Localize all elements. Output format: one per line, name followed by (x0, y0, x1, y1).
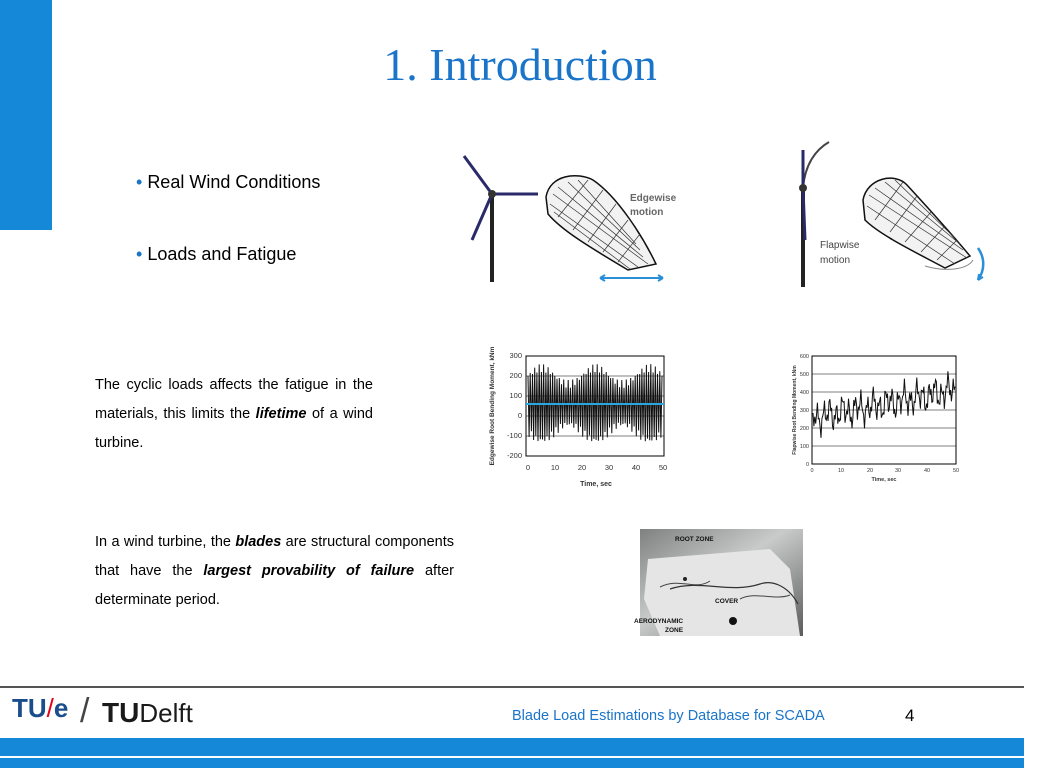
y-tick-label: 0 (517, 411, 522, 420)
x-tick-label: 50 (952, 468, 960, 474)
y-tick-label: 300 (509, 351, 522, 360)
x-axis-label: Time, sec (871, 477, 897, 483)
x-axis-label: Time, sec (580, 481, 612, 488)
paragraph-text: of a wind turbine. (95, 406, 373, 451)
edgewise-moment-chart (484, 348, 674, 493)
y-tick-label: 500 (799, 372, 809, 378)
bullet-dot-icon: • (136, 172, 143, 192)
bullet-text: Loads and Fatigue (147, 244, 297, 264)
photo-label-aero: ZONE (665, 627, 684, 634)
x-tick-label: 50 (658, 463, 668, 472)
y-tick-label: -200 (506, 451, 522, 460)
edgewise-label: Edgewise (630, 193, 677, 204)
paragraph-text: In a wind turbine, the (95, 534, 236, 550)
edgewise-motion-figure (458, 152, 688, 287)
x-tick-label: 40 (923, 468, 931, 474)
paragraph-text: The cyclic loads affects the fatigue in the materials, this limits the (95, 377, 373, 422)
flapwise-motion-figure (795, 140, 995, 292)
bottom-stripe (0, 756, 1024, 758)
y-tick-label: 400 (799, 390, 809, 396)
y-tick-label: 600 (799, 354, 809, 360)
bullet-text: Real Wind Conditions (147, 172, 321, 192)
x-tick-label: 20 (866, 468, 874, 474)
photo-label-cover: COVER (715, 598, 739, 605)
paragraph-text: are structural components that have the (95, 534, 454, 579)
paragraph-emphasis: largest provability of failure (203, 563, 415, 579)
tue-logo-text: e (53, 693, 69, 723)
page-number: 4 (905, 706, 915, 725)
blade-mesh-icon (863, 178, 983, 280)
x-tick-label: 30 (604, 463, 614, 472)
wind-turbine-icon (464, 156, 538, 282)
flapwise-label: motion (820, 255, 851, 266)
y-tick-label: 200 (799, 426, 809, 432)
y-tick-label: 100 (509, 391, 522, 400)
bullet-dot-icon: • (136, 244, 143, 264)
blades-paragraph (95, 528, 454, 615)
y-tick-label: 200 (509, 371, 522, 380)
photo-label-root: ROOT ZONE (675, 536, 714, 543)
x-tick-label: 0 (525, 463, 531, 472)
tudelft-logo-text: TU (102, 697, 140, 728)
x-tick-label: 20 (577, 463, 587, 472)
fatigue-paragraph (95, 371, 373, 458)
y-axis-label: Edgewise Root Bending Moment, kNm (489, 346, 496, 466)
blade-mesh-icon (546, 176, 663, 281)
bullet-item (136, 244, 296, 265)
presentation-title: Blade Load Estimations by Database for SCADA (512, 708, 825, 724)
y-tick-label: 300 (799, 408, 809, 414)
y-tick-label: -100 (506, 431, 522, 440)
flapwise-moment-chart (788, 350, 968, 490)
tudelft-logo-text: Delft (139, 698, 193, 728)
logo-separator: / (80, 692, 90, 730)
tue-logo (12, 693, 68, 724)
bottom-band (0, 738, 1024, 768)
y-tick-label: 100 (799, 444, 809, 450)
edgewise-label: motion (630, 207, 664, 218)
accent-bar (0, 0, 52, 230)
y-tick-label: 0 (805, 462, 809, 468)
photo-label-aero: AERODYNAMIC (634, 618, 684, 625)
y-axis-label: Flapwise Root Bending Moment, kNm (792, 365, 798, 455)
x-tick-label: 10 (550, 463, 560, 472)
tue-logo-text: TU (12, 693, 47, 723)
flapwise-label: Flapwise (820, 240, 860, 251)
bullet-item (136, 172, 320, 193)
paragraph-emphasis: blades (235, 534, 282, 550)
tue-logo-slash: / (46, 693, 54, 723)
x-tick-label: 40 (631, 463, 641, 472)
x-tick-label: 0 (810, 468, 814, 474)
x-tick-label: 10 (837, 468, 845, 474)
blade-damage-photo (634, 529, 803, 636)
slide-title: 1. Introduction (383, 39, 657, 90)
x-tick-label: 30 (894, 468, 902, 474)
paragraph-text: after determinate period. (95, 563, 454, 608)
tudelft-logo (102, 697, 193, 729)
footer-divider (0, 686, 1024, 688)
paragraph-emphasis: lifetime (255, 406, 307, 422)
